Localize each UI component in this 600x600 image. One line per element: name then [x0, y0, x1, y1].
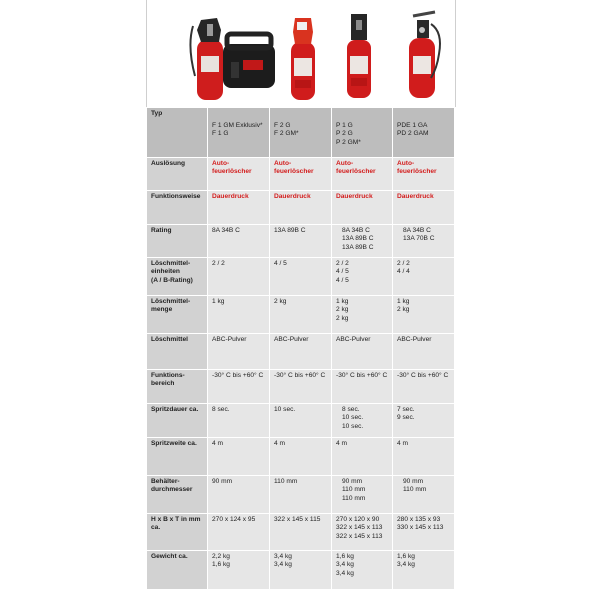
spec-table [146, 107, 455, 590]
spec-value: 4 / 5 [336, 268, 349, 276]
spec-value: 13A 89B C [342, 235, 374, 243]
spec-value: feuerlöscher [336, 168, 376, 176]
spec-label-cell [147, 158, 208, 191]
spec-label-cell [147, 258, 208, 296]
fire-extinguisher-p1g-image [343, 12, 375, 100]
spec-value: 13A 89B C [274, 227, 306, 234]
spec-value: 1,6 kg [397, 553, 415, 560]
spec-value-cell [208, 438, 270, 476]
spec-value: 8 sec. [212, 406, 230, 413]
spec-value-cell [332, 258, 393, 296]
spec-label-cell [147, 551, 208, 590]
spec-value: 2,2 kg [212, 553, 230, 560]
spec-value-cell [393, 551, 455, 590]
spec-value: 2 kg [336, 306, 349, 314]
spec-value: -30° C bis +60° C [336, 372, 388, 379]
spec-value-cell [332, 225, 393, 258]
spec-value: Dauerdruck [397, 193, 434, 200]
spec-row [147, 225, 455, 258]
spec-value: 1,6 kg [212, 561, 230, 569]
spec-row [147, 296, 455, 334]
spec-value-cell [332, 334, 393, 370]
spec-value: 110 mm [342, 486, 366, 494]
spec-label-cell [147, 370, 208, 404]
spec-value: -30° C bis +60° C [397, 372, 449, 379]
header-type-cell [270, 108, 332, 158]
spec-value: 1 kg [397, 298, 410, 305]
spec-label-cell [147, 225, 208, 258]
spec-value: ABC-Pulver [397, 336, 432, 343]
spec-value: 10 sec. [274, 406, 296, 413]
spec-label-cell [147, 404, 208, 438]
spec-value: 110 mm [274, 478, 298, 485]
spec-value-cell [270, 438, 332, 476]
spec-value-cell [208, 296, 270, 334]
spec-label: H x B x T in mm [151, 516, 201, 523]
spec-label: durchmesser [151, 486, 193, 494]
spec-value: 1 kg [336, 298, 349, 305]
typ-label: Typ [151, 110, 163, 117]
spec-value: 2 kg [397, 306, 410, 314]
header-label-cell [147, 108, 208, 158]
spec-value: ABC-Pulver [274, 336, 309, 343]
spec-value-cell [393, 296, 455, 334]
spec-label: bereich [151, 380, 175, 388]
spec-value-cell [332, 404, 393, 438]
spec-value-cell [208, 551, 270, 590]
table-header-row [147, 108, 455, 158]
spec-label: Löschmittel- [151, 260, 191, 267]
spec-value: 9 sec. [397, 414, 415, 422]
spec-value: 330 x 145 x 113 [397, 524, 444, 532]
spec-value-cell [270, 370, 332, 404]
spec-value: 2 kg [274, 298, 287, 305]
spec-value-cell [332, 438, 393, 476]
spec-value: 280 x 135 x 93 [397, 516, 441, 523]
spec-value-cell [393, 370, 455, 404]
spec-row [147, 258, 455, 296]
spec-row [147, 158, 455, 191]
spec-value-cell [270, 334, 332, 370]
spec-label-cell [147, 334, 208, 370]
fire-extinguisher-f2g-image [287, 16, 319, 102]
spec-value-cell [270, 296, 332, 334]
type-name: P 1 G [336, 122, 353, 129]
spec-value-cell [332, 476, 393, 514]
spec-value-cell [208, 191, 270, 225]
spec-value-cell [208, 158, 270, 191]
spec-value-cell [332, 158, 393, 191]
spec-value: 90 mm [403, 478, 424, 485]
spec-value-cell [332, 296, 393, 334]
spec-value: 1,6 kg [336, 553, 354, 560]
spec-row [147, 334, 455, 370]
type-name: F 2 GM* [274, 130, 299, 138]
spec-value-cell [332, 191, 393, 225]
spec-value: 4 / 5 [274, 260, 287, 267]
spec-value: 1 kg [212, 298, 225, 305]
spec-value: 7 sec. [397, 406, 415, 413]
spec-value: Auto- [336, 160, 354, 167]
spec-value: ABC-Pulver [212, 336, 247, 343]
spec-value: 8A 34B C [403, 227, 431, 234]
spec-value: 13A 89B C [342, 243, 374, 251]
type-name: P 2 G [336, 130, 353, 138]
type-name: F 1 GM Exklusiv* [212, 122, 263, 129]
spec-label: Auslösung [151, 160, 186, 167]
spec-value: 8A 34B C [212, 227, 240, 234]
spec-value-cell [208, 334, 270, 370]
spec-row [147, 370, 455, 404]
spec-value-cell [208, 258, 270, 296]
type-name: F 1 G [212, 130, 229, 138]
spec-value-cell [270, 258, 332, 296]
spec-value-cell [208, 225, 270, 258]
spec-value-cell [393, 258, 455, 296]
spec-value: 270 x 124 x 95 [212, 516, 256, 523]
spec-value-cell [270, 225, 332, 258]
product-comparison-sheet [146, 0, 454, 600]
header-type-cell [332, 108, 393, 158]
spec-value: 2 / 2 [336, 260, 349, 267]
spec-value-cell [393, 438, 455, 476]
fire-extinguisher-pde1ga-image [401, 8, 445, 100]
spec-value: Dauerdruck [274, 193, 311, 200]
spec-value: 8 sec. [342, 406, 360, 413]
type-name: F 2 G [274, 122, 291, 129]
spec-value-cell [208, 404, 270, 438]
spec-label-cell [147, 476, 208, 514]
spec-label-cell [147, 438, 208, 476]
spec-value-cell [393, 476, 455, 514]
spec-value: 90 mm [342, 478, 363, 485]
spec-value-cell [393, 514, 455, 551]
spec-value-cell [332, 551, 393, 590]
spec-value: Auto- [274, 160, 292, 167]
spec-value-cell [393, 404, 455, 438]
spec-value: feuerlöscher [274, 168, 314, 176]
spec-label: einheiten [151, 268, 180, 276]
spec-value: 10 sec. [342, 414, 364, 422]
spec-value-cell [393, 158, 455, 191]
spec-value: 3,4 kg [397, 561, 415, 569]
spec-label: Rating [151, 227, 172, 234]
spec-row [147, 438, 455, 476]
spec-value: 322 x 145 x 115 [274, 516, 321, 523]
spec-label-cell [147, 514, 208, 551]
spec-value-cell [270, 476, 332, 514]
spec-value: 3,4 kg [336, 561, 354, 569]
product-image-row [146, 0, 456, 107]
spec-value-cell [393, 225, 455, 258]
spec-value-cell [270, 551, 332, 590]
spec-value: 4 / 5 [336, 276, 349, 284]
spec-value: 4 m [212, 440, 223, 447]
type-name: PD 2 GAM [397, 130, 429, 138]
spec-value: -30° C bis +60° C [212, 372, 264, 379]
header-type-cell [208, 108, 270, 158]
spec-value: 110 mm [342, 494, 366, 502]
spec-value-cell [208, 370, 270, 404]
spec-value: 3,4 kg [274, 553, 292, 560]
spec-row [147, 404, 455, 438]
spec-value: 3,4 kg [274, 561, 292, 569]
spec-value-cell [270, 191, 332, 225]
spec-label: Spritzdauer ca. [151, 406, 199, 413]
spec-label: Spritzweite ca. [151, 440, 197, 447]
spec-value: 4 m [274, 440, 285, 447]
spec-value-cell [270, 514, 332, 551]
spec-value: 3,4 kg [336, 569, 354, 577]
spec-value-cell [208, 514, 270, 551]
fire-extinguisher-f1gm-image [187, 16, 279, 102]
spec-value: Auto- [397, 160, 415, 167]
spec-value: 4 m [336, 440, 347, 447]
spec-label-cell [147, 191, 208, 225]
spec-label: menge [151, 306, 173, 314]
spec-value: 2 / 2 [397, 260, 410, 267]
spec-value: Dauerdruck [336, 193, 373, 200]
spec-value: ABC-Pulver [336, 336, 371, 343]
spec-value-cell [332, 370, 393, 404]
spec-row [147, 476, 455, 514]
header-type-cell [393, 108, 455, 158]
spec-value: 322 x 145 x 113 [336, 532, 383, 540]
spec-value: -30° C bis +60° C [274, 372, 326, 379]
spec-label: Funktionsweise [151, 193, 201, 200]
spec-value: Auto- [212, 160, 230, 167]
spec-value: 10 sec. [342, 422, 364, 430]
spec-label: (A / B-Rating) [151, 276, 193, 284]
spec-value: 2 kg [336, 314, 349, 322]
spec-label: ca. [151, 524, 161, 532]
spec-value: 13A 70B C [403, 235, 435, 243]
spec-value: Dauerdruck [212, 193, 249, 200]
spec-value-cell [393, 191, 455, 225]
spec-value-cell [270, 158, 332, 191]
spec-value: 4 / 4 [397, 268, 410, 276]
spec-value: 4 m [397, 440, 408, 447]
spec-value-cell [393, 334, 455, 370]
type-name: P 2 GM* [336, 138, 361, 146]
spec-label: Funktions- [151, 372, 185, 379]
spec-value: 270 x 120 x 90 [336, 516, 380, 523]
spec-value: 2 / 2 [212, 260, 225, 267]
spec-label: Behälter- [151, 478, 180, 485]
spec-value-cell [332, 514, 393, 551]
spec-row [147, 191, 455, 225]
spec-value: 322 x 145 x 113 [336, 524, 383, 532]
spec-row [147, 514, 455, 551]
spec-value: 8A 34B C [342, 227, 370, 234]
spec-value-cell [270, 404, 332, 438]
spec-value: feuerlöscher [397, 168, 437, 176]
spec-label: Löschmittel [151, 336, 189, 343]
spec-value-cell [208, 476, 270, 514]
spec-value: 90 mm [212, 478, 233, 485]
spec-value: 110 mm [403, 486, 427, 494]
spec-row [147, 551, 455, 590]
spec-label-cell [147, 296, 208, 334]
spec-label: Löschmittel- [151, 298, 191, 305]
type-name: PDE 1 GA [397, 122, 428, 129]
spec-label: Gewicht ca. [151, 553, 188, 560]
spec-value: feuerlöscher [212, 168, 252, 176]
